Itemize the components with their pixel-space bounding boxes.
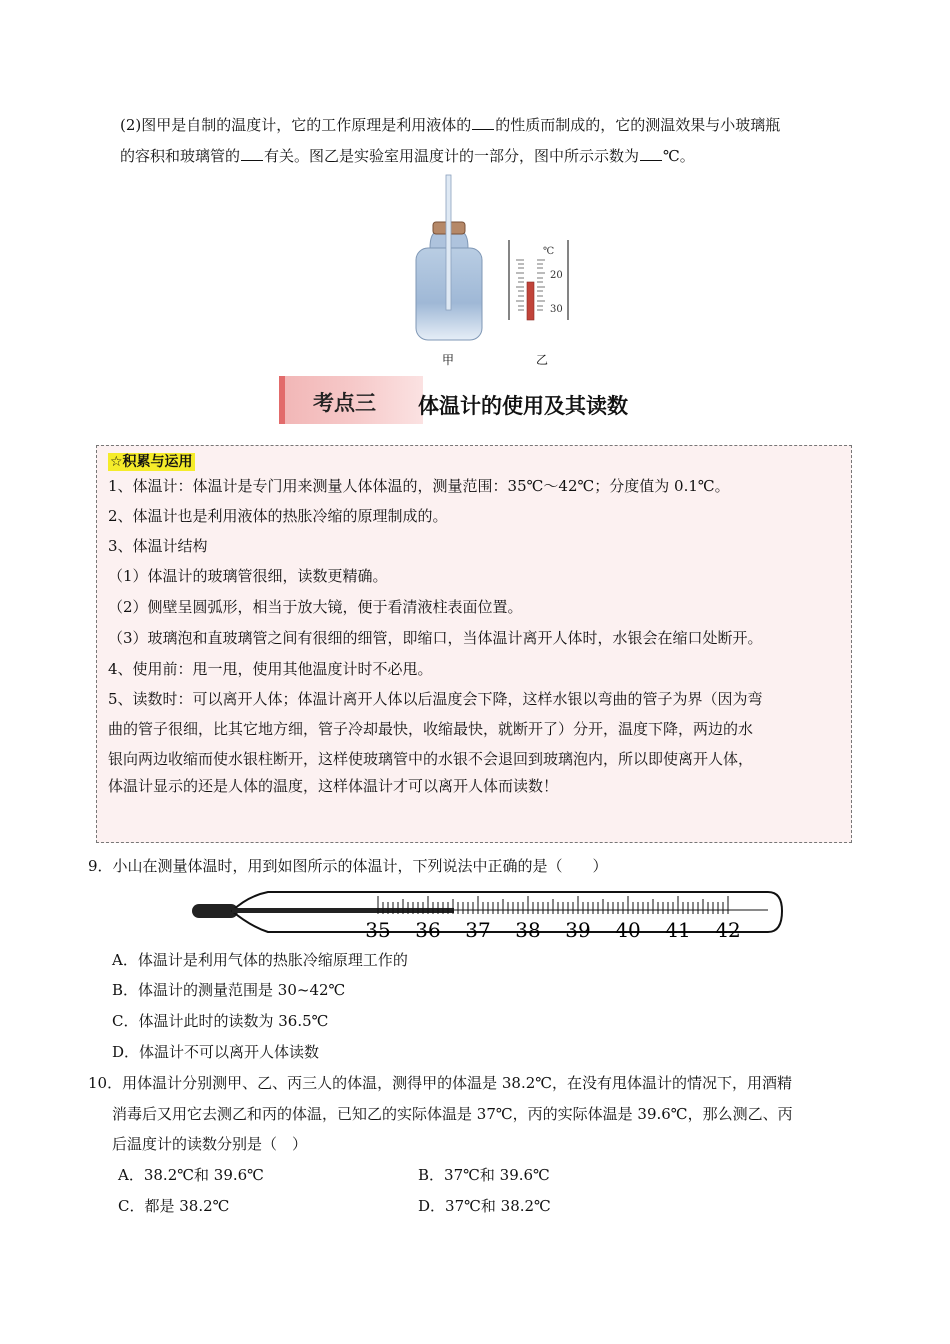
thermometer-label: 36	[415, 918, 441, 942]
knowledge-line: 银向两边收缩而使水银柱断开，这样使玻璃管中的水银不会退回到玻璃泡内，所以即使离开人体，	[108, 750, 754, 768]
thermometer-label: 35	[365, 918, 391, 942]
q-prev-line-1	[120, 115, 780, 135]
thermometer-label: 37	[465, 918, 491, 942]
figure-label-yi: 乙	[536, 353, 549, 367]
lab-thermometer-scale	[509, 240, 568, 320]
q10-stem-line-2: 消毒后又用它去测乙和丙的体温，已知乙的实际体温是 37℃，丙的实际体温是 39.6℃，那么测乙、丙	[112, 1105, 793, 1123]
knowledge-line: 1、体温计：体温计是专门用来测量人体体温的，测量范围：35℃～42℃；分度值为 0.1℃。	[108, 477, 730, 495]
liquid-column	[527, 282, 534, 320]
section-badge-text: 考点三	[313, 391, 376, 415]
q9-option-c: C．体温计此时的读数为 36.5℃	[112, 1012, 329, 1030]
thermometer-label: 39	[565, 918, 591, 942]
q9-option-b: B．体温计的测量范围是 30~42℃	[112, 981, 346, 999]
q9-option-a: A．体温计是利用气体的热胀冷缩原理工作的	[112, 951, 408, 969]
q-prev-text: 的容积和玻璃管的	[120, 147, 241, 165]
clinical-thermometer	[188, 884, 788, 942]
knowledge-box-heading: ☆积累与运用	[110, 454, 193, 470]
knowledge-line: （2）侧壁呈圆弧形，相当于放大镜，便于看清液柱表面位置。	[108, 598, 523, 616]
q9-option-d: D．体温计不可以离开人体读数	[112, 1043, 320, 1061]
answer-blank	[640, 146, 662, 161]
knowledge-line: （1）体温计的玻璃管很细，读数更精确。	[108, 567, 388, 585]
q10-option-d: D．37℃和 38.2℃	[418, 1197, 551, 1215]
thermometer-figure	[400, 170, 590, 375]
scale-unit: ℃	[543, 246, 555, 257]
q10-option-a: A．38.2℃和 39.6℃	[118, 1166, 264, 1184]
section-title: 体温计的使用及其读数	[418, 394, 628, 418]
q10-stem-line-1: 10．用体温计分别测甲、乙、丙三人的体温，测得甲的体温是 38.2℃，在没有甩体温计的情况下，用酒精	[88, 1074, 793, 1092]
thermometer-label: 40	[615, 918, 641, 942]
scale-label: 20	[550, 270, 563, 281]
q10-option-b: B．37℃和 39.6℃	[418, 1166, 550, 1184]
answer-blank	[472, 115, 494, 130]
q-prev-text: 的性质而制成的，它的测温效果与小玻璃瓶	[495, 116, 781, 134]
thermometer-label: 42	[715, 918, 741, 942]
knowledge-line: 2、体温计也是利用液体的热胀冷缩的原理制成的。	[108, 507, 448, 525]
thermometer-label: 38	[515, 918, 541, 942]
knowledge-line: 4、使用前：甩一甩，使用其他温度计时不必甩。	[108, 660, 433, 678]
homemade-thermometer-bottle	[416, 175, 482, 340]
q-prev-text: ℃。	[663, 147, 695, 165]
q-prev-text: 有关。图乙是实验室用温度计的一部分，图中所示示数为	[264, 147, 640, 165]
knowledge-line: 曲的管子很细，比其它地方细，管子冷却最快，收缩最快，就断开了）分开，温度下降，两边的水	[108, 720, 754, 738]
thermometer-label: 41	[665, 918, 691, 942]
knowledge-line: 体温计显示的还是人体的温度，这样体温计才可以离开人体而读数！	[108, 777, 559, 795]
mercury-column	[232, 908, 454, 913]
figure-label-jia: 甲	[442, 353, 455, 367]
q10-stem-line-3: 后温度计的读数分别是（ ）	[112, 1135, 308, 1153]
answer-blank	[241, 146, 263, 161]
scale-label: 30	[550, 304, 563, 315]
q-prev-text: (2)图甲是自制的温度计，它的工作原理是利用液体的	[120, 116, 472, 134]
knowledge-line: 5、读数时：可以离开人体；体温计离开人体以后温度会下降，这样水银以弯曲的管子为界（因为弯	[108, 690, 763, 708]
q10-option-c: C．都是 38.2℃	[118, 1197, 230, 1215]
knowledge-line: （3）玻璃泡和直玻璃管之间有很细的细管，即缩口，当体温计离开人体时，水银会在缩口处断开。	[108, 629, 763, 647]
q-prev-line-2	[120, 146, 695, 166]
section-badge	[279, 376, 423, 424]
q9-stem: 9．小山在测量体温时，用到如图所示的体温计，下列说法中正确的是（ ）	[88, 857, 608, 875]
knowledge-line: 3、体温计结构	[108, 537, 208, 555]
